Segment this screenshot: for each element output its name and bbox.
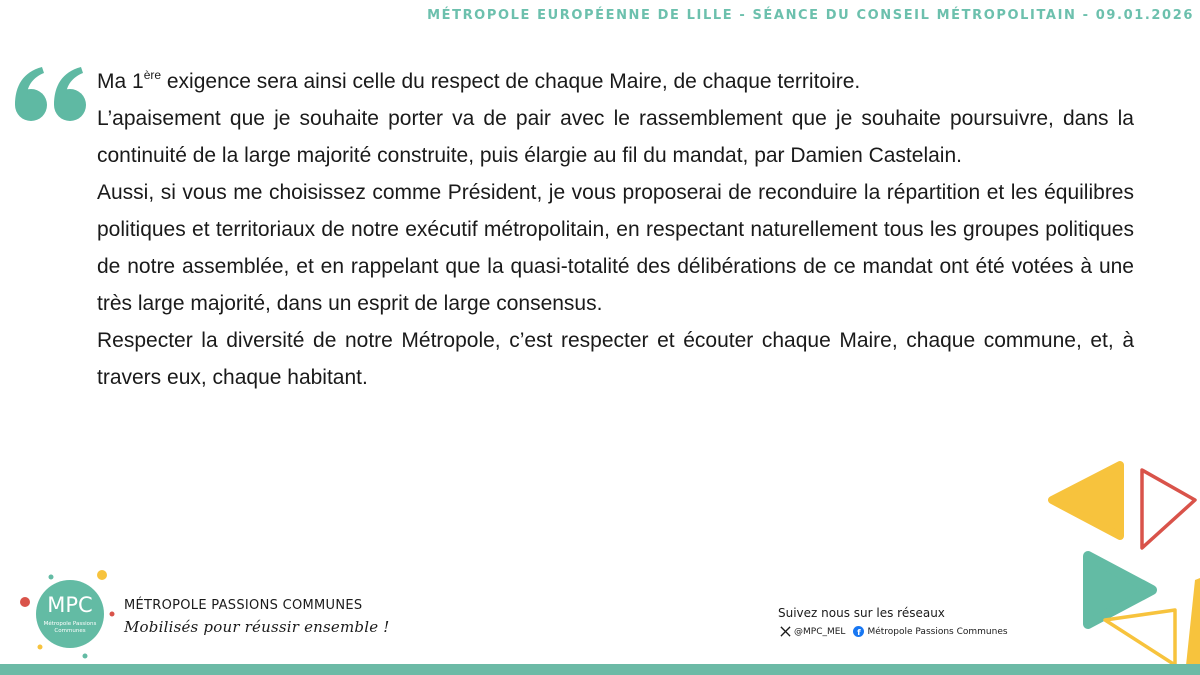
quote-p1-end: exigence sera ainsi celle du respect de chaque Maire, de chaque territoire. <box>161 70 861 93</box>
quote-p1-start: Ma 1 <box>97 70 144 93</box>
social-links <box>780 626 1008 637</box>
yellow-edge-shape <box>1185 578 1200 675</box>
page-header-title: MÉTROPOLE EUROPÉENNE DE LILLE - SÉANCE DU CONSEIL MÉTROPOLITAIN - 09.01.2026 <box>427 8 1194 23</box>
quote-paragraph-4: Respecter la diversité de notre Métropole, c’est respecter et écouter chaque Maire, chaque commune, et, à travers eux, chaque habitant. <box>97 329 1134 389</box>
logo-abbreviation: MPC <box>47 593 93 617</box>
quote-mark-icon <box>14 66 88 122</box>
facebook-page-link[interactable]: Métropole Passions Communes <box>867 626 1008 637</box>
quote-paragraph-3: Aussi, si vous me choisissez comme Président, je vous proposerai de reconduire la répartition et les équilibres politiques et territoriaux de notre exécutif métropolitain, en respectant naturellement tous les groupes politiques de notre assemblée, et en rappelant que la quasi-totalité des délibérations de ce mandat ont été votées à une très large majorité, dans un esprit de large consensus. <box>97 181 1134 315</box>
svg-text:f: f <box>857 627 862 637</box>
x-logo-icon <box>780 626 791 637</box>
yellow-left-triangle <box>1052 465 1120 536</box>
mpc-logo <box>18 566 120 662</box>
quote-paragraph-2: L’apaisement que je souhaite porter va de pair avec le rassemblement que je souhaite poursuivre, dans la continuité de la large majorité construite, puis élargie au fil du mandat, par Damien Castelain. <box>97 107 1134 167</box>
footer-bar <box>0 664 1200 675</box>
red-outline-triangle <box>1142 470 1195 548</box>
logo-subtitle-1: Métropole Passions <box>43 621 97 627</box>
yellow-outline-triangle <box>1105 610 1175 665</box>
decorative-triangles <box>1040 460 1200 675</box>
social-title: Suivez nous sur les réseaux <box>778 606 945 620</box>
ordinal-superscript: ère <box>143 68 162 82</box>
facebook-icon <box>853 626 864 637</box>
logo-subtitle-2: Communes <box>54 628 86 634</box>
x-handle-link[interactable]: @MPC_MEL <box>794 626 846 637</box>
brand-name: MÉTROPOLE PASSIONS COMMUNES <box>124 598 363 613</box>
brand-tagline: Mobilisés pour réussir ensemble ! <box>124 618 390 636</box>
quote-paragraph-1 <box>97 63 1134 100</box>
quote-body <box>97 63 1134 396</box>
